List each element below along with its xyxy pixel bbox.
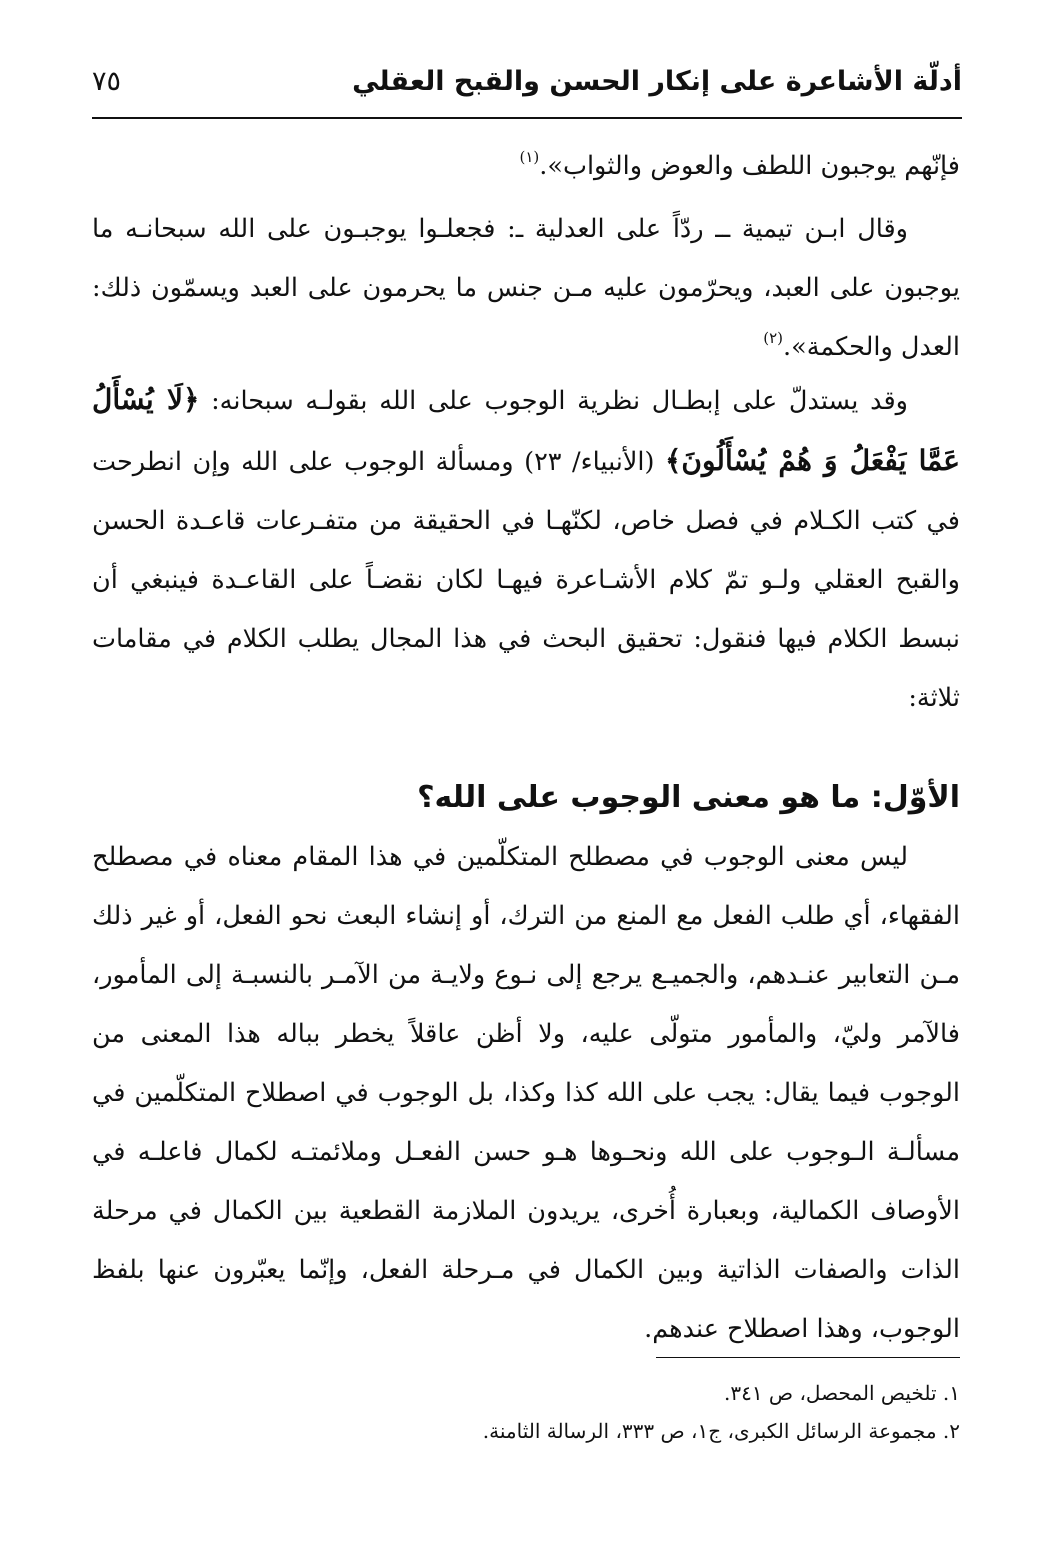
footnote-1: ١. تلخيص المحصل، ص ٣٤١.: [723, 1381, 960, 1405]
section-heading: الأوّل: ما هو معنى الوجوب على الله؟: [417, 780, 960, 815]
page-number: ٧٥: [92, 66, 122, 97]
paragraph-3-text-b: (الأنبياء/ ٢٣) ومسألة الوجوب على الله وإن انطرحت في كتب الكـلام في فصل خاص، لكنّهـا في الحقيقة من متفـرعات قاعـدة الحسن والقبح العقلي ولـو تمّ كلام الأشـاعرة فيهـا لكان نقضـاً على القاعـدة فينبغي أن نبسط الكلام فيها فنقول: تحقيق البحث في هذا المجال يطلب الكلام في مقامات ثلاثة:: [92, 447, 960, 713]
paragraph-2: [92, 200, 960, 377]
page-header: [92, 62, 962, 114]
paragraph-2-text: وقال ابـن تيمية ــ ردّاً على العدلية ـ: فجعلـوا يوجبـون على الله سبحانـه ما يوجبون على العبد، ويحرّمون عليه مـن جنس ما يحرمون على العبد ويسمّون ذلك: العدل والحكمة».: [92, 214, 960, 362]
header-divider: [92, 117, 962, 119]
quran-verse: ﴿لَا يُسْأَلُ عَمَّا يَفْعَلُ وَ هُمْ يُسْأَلُونَ﴾: [92, 383, 960, 477]
paragraph-3-text-a: وقد يستدلّ على إبطـال نظرية الوجوب على الله بقولـه سبحانه:: [199, 386, 908, 416]
paragraph-1: [92, 137, 960, 196]
paragraph-3: [92, 370, 960, 728]
footnote-2: ٢. مجموعة الرسائل الكبرى، ج١، ص ٣٣٣، الرسالة الثامنة.: [482, 1419, 960, 1443]
running-title: أدلّة الأشاعرة على إنكار الحسن والقبح العقلي: [352, 66, 962, 97]
section-paragraph: ليس معنى الوجوب في مصطلح المتكلّمين في هذا المقام معناه في مصطلح الفقهاء، أي طلب الفعل مع المنع من الترك، أو إنشاء البعث نحو الفعل، أو غير ذلك مـن التعابير عنـدهم، والجميـع يرجع إلى نـوع ولايـة من الآمـر بالنسبـة إلى المأمور، فالآمر وليّ، والمأمور متولّى عليه، ولا أظن عاقلاً يخطر بباله هذا المعنى من الوجوب فيما يقال: يجب على الله كذا وكذا، بل الوجوب في اصطلاح المتكلّمين في مسألـة الـوجوب على الله ونحـوها هـو حسن الفعـل وملائمتـه لكمال فاعلـه في الأوصاف الكمالية، وبعبارة أُخرى، يريدون الملازمة القطعية بين الكمال في مرحلة الذات والصفات الذاتية وبين الكمال في مـرحلة الفعل، وإنّما يعبّرون عنها بلفظ الوجوب، وهذا اصطلاح عندهم.: [92, 842, 960, 1344]
footnote-ref-2: (٢): [763, 329, 783, 347]
footnote-divider: [656, 1357, 960, 1358]
footnote-ref-1: (١): [519, 148, 540, 166]
footnotes: [92, 1374, 960, 1450]
paragraph-1-text: فإنّهم يوجبون اللطف والعوض والثواب».: [539, 151, 960, 181]
